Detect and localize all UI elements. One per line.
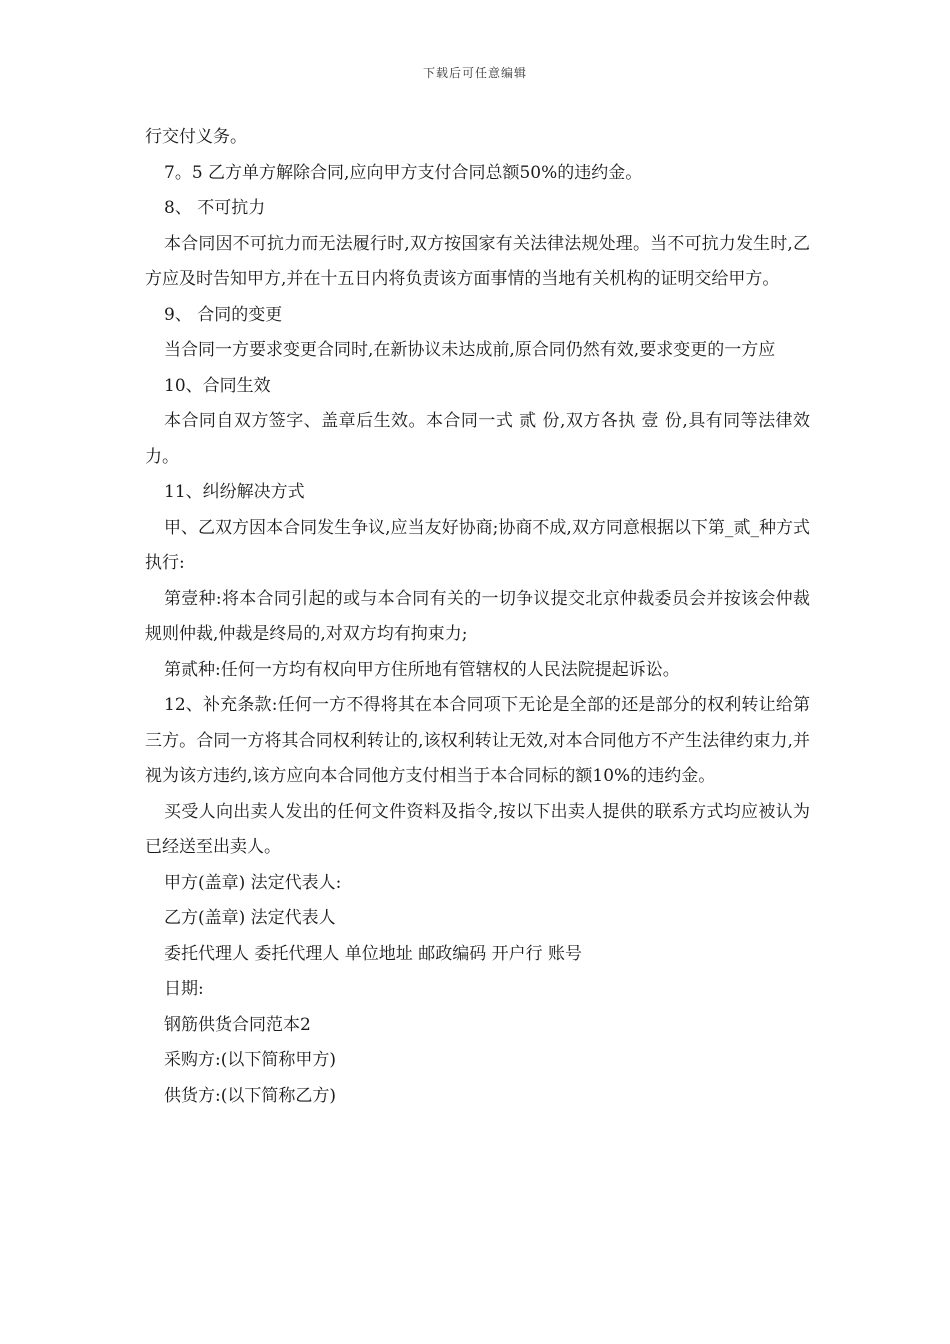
page-header: 下载后可任意编辑 <box>422 66 527 80</box>
paragraph: 本合同自双方签字、盖章后生效。本合同一式 贰 份,双方各执 壹 份,具有同等法律效力。 <box>145 411 810 467</box>
signature-line-party-a: 甲方(盖章) 法定代表人: <box>164 872 342 893</box>
supplementary-clause: 12、补充条款:任何一方不得将其在本合同项下无论是全部的还是部分的权利转让给第三方。合同一方将其合同权利转让的,该权利转让无效,对本合同他方不产生法律约束力,并视为该方违约,该方应向本合同他方支付相当于本合同标的额10%的违约金。 <box>145 695 810 786</box>
signature-line-party-b: 乙方(盖章) 法定代表人 <box>164 908 336 928</box>
section-heading-contract-change: 9、 合同的变更 <box>164 304 283 325</box>
paragraph: 第壹种:将本合同引起的或与本合同有关的一切争议提交北京仲裁委员会并按该会仲裁规则仲裁,仲裁是终局的,对双方均有拘束力; <box>145 588 810 644</box>
date-line: 日期: <box>164 979 204 999</box>
signature-fields: 委托代理人 委托代理人 单位地址 邮政编码 开户行 账号 <box>164 943 583 964</box>
paragraph: 甲、乙双方因本合同发生争议,应当友好协商;协商不成,双方同意根据以下第_贰_种方式执行: <box>145 517 810 573</box>
document-body <box>145 120 810 1114</box>
paragraph: 第贰种:任何一方均有权向甲方住所地有管辖权的人民法院提起诉讼。 <box>164 659 680 680</box>
section-heading-contract-effect: 10、合同生效 <box>164 375 271 396</box>
section-heading-force-majeure: 8、 不可抗力 <box>164 198 266 218</box>
clause-7-5: 7。5 乙方单方解除合同,应向甲方支付合同总额50%的违约金。 <box>164 162 643 183</box>
document-subtitle: 钢筋供货合同范本2 <box>164 1014 311 1035</box>
paragraph: 当合同一方要求变更合同时,在新协议未达成前,原合同仍然有效,要求变更的一方应 <box>164 340 776 360</box>
supplier-line: 供货方:(以下简称乙方) <box>164 1085 336 1106</box>
section-heading-dispute-resolution: 11、纠纷解决方式 <box>164 482 305 502</box>
paragraph: 行交付义务。 <box>145 127 247 147</box>
purchaser-line: 采购方:(以下简称甲方) <box>164 1050 336 1070</box>
paragraph: 买受人向出卖人发出的任何文件资料及指令,按以下出卖人提供的联系方式均应被认为已经送至出卖人。 <box>145 801 810 857</box>
paragraph: 本合同因不可抗力而无法履行时,双方按国家有关法律法规处理。当不可抗力发生时,乙方应及时告知甲方,并在十五日内将负责该方面事情的当地有关机构的证明交给甲方。 <box>145 233 810 289</box>
